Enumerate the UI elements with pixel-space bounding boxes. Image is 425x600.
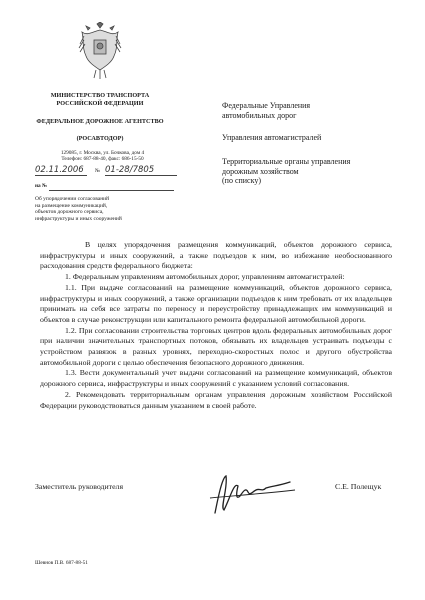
reference-underline xyxy=(49,190,174,191)
handwritten-signature xyxy=(200,468,300,518)
recipient-line: Территориальные органы управления xyxy=(222,157,351,166)
paragraph-1-1: 1.1. При выдаче согласований на размещение коммуникаций, объектов дорожного сервиса, инфраструктуры и иных сооружений, а также организации подъездов к ним требовать от их владельцев принимать на себя все затраты по переносу и переустройству принадлежащих им коммуникаций и объектов в случае реконструкции или капитального ремонта федеральной автомобильной дороги. xyxy=(40,282,392,324)
intro-paragraph: В целях упорядочения размещения коммуникаций, объектов дорожного сервиса, инфраструктуры и иных сооружений, а также подъездов к ним, во избежание необоснованного расходования средств федерального бюджета: xyxy=(40,240,392,271)
recipient-line: (по списку) xyxy=(222,176,262,186)
date-number-line xyxy=(35,165,185,177)
ministry-name: МИНИСТЕРСТВО ТРАНСПОРТА xyxy=(50,92,150,99)
sender-phone: Телефон: 687-88-40, факс: 686-15-50 xyxy=(61,156,144,163)
signer-position: Заместитель руководителя xyxy=(35,482,124,491)
recipient-line: дорожным хозяйством xyxy=(222,166,299,176)
paragraph-1-2: 1.2. При согласовании строительства торговых центров вдоль федеральных автомобильных дорог при наличии значительных транспортных потоков, обязывать их владельцев устраивать подъезды с устройством развязок в разных уровнях, переходно-скоростных полос и другого обустройства автомобильной дороги с целью обеспечения безопасного дорожного движения. xyxy=(40,325,392,367)
recipient-line: Федеральные Управления xyxy=(222,101,311,110)
letter-number: 01-28/7805 xyxy=(105,165,177,176)
federation-name: РОССИЙСКОЙ ФЕДЕРАЦИИ xyxy=(56,99,144,107)
executor-info: Шевнов П.В. 687-88-51 xyxy=(35,560,88,566)
recipient-territorial xyxy=(222,157,412,186)
subject-line: объектов дорожного сервиса, xyxy=(35,209,104,216)
recipient-federal-roads xyxy=(222,101,412,120)
paragraph-1-3: 1.3. Вести документальный учет выдачи согласований на размещение коммуникаций, объектов дорожного сервиса, инфраструктуры и иных сооружений с указанием условий согласования. xyxy=(40,368,392,389)
letter-body xyxy=(40,240,392,411)
subject-line: инфраструктуры и иных сооружений xyxy=(35,215,122,222)
number-label: № xyxy=(95,168,101,174)
agency-short-name: (РОСАВТОДОР) xyxy=(76,135,124,142)
recipient-line: Управления автомагистралей xyxy=(222,133,322,142)
recipient-highways xyxy=(222,133,412,143)
paragraph-2: 2. Рекомендовать территориальным органам управления дорожным хозяйством Российской Федерации руководствоваться данным указанием в своей работе. xyxy=(40,389,392,410)
subject-block xyxy=(35,196,185,222)
agency-name: ФЕДЕРАЛЬНОЕ ДОРОЖНОЕ АГЕНТСТВО xyxy=(36,118,164,125)
reference-label: на № xyxy=(35,183,48,189)
subject-line: на размещение коммуникаций, xyxy=(35,202,108,209)
paragraph-1: 1. Федеральным управлениям автомобильных дорог, управлениям автомагистралей: xyxy=(65,272,345,282)
sender-address: 129085, г. Москва, ул. Бочкова, дом 4 xyxy=(60,150,145,156)
reference-line xyxy=(35,182,185,192)
letter-date: 02.11.2006 xyxy=(35,165,87,176)
subject-line: Об упорядочении согласований xyxy=(35,196,110,202)
recipient-line: автомобильных дорог xyxy=(222,110,297,120)
coat-of-arms-emblem xyxy=(78,22,122,80)
signer-name: С.Е. Полещук xyxy=(335,482,382,491)
